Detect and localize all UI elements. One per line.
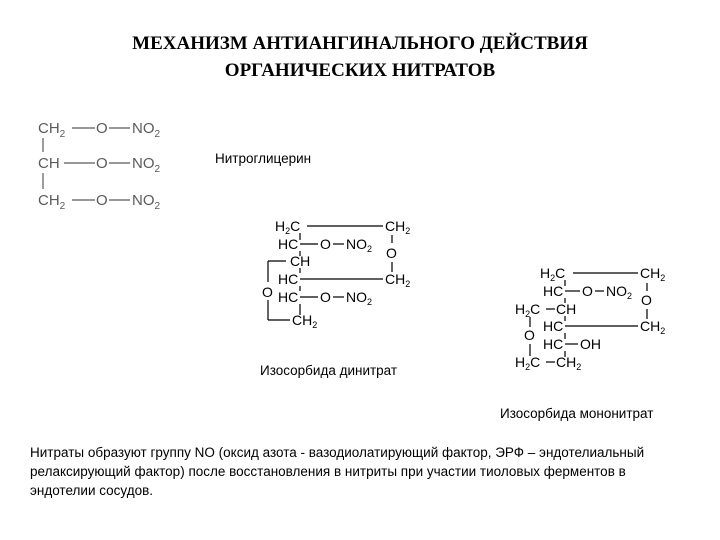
mn-o1: O xyxy=(582,283,593,299)
mn-ch2-top: $CH_2$ xyxy=(640,265,666,283)
dn-hc1: HC xyxy=(278,236,299,252)
ng-row1-no2: $NO_2$ xyxy=(132,120,161,140)
dn-ch: CH xyxy=(290,253,311,269)
mn-ch2-bottom: $CH_2$ xyxy=(556,354,582,372)
dn-h2c: $H_2C$ xyxy=(275,218,301,236)
mn-ch: CH xyxy=(556,301,577,317)
mn-h2c-bottom: $H_2C$ xyxy=(515,354,541,372)
mn-hc1: HC xyxy=(543,283,564,299)
ng-row3-no2: $NO_2$ xyxy=(132,192,161,212)
nitroglycerin-label: Нитроглицерин xyxy=(215,151,312,166)
isosorbide-dinitrate-label: Изосорбида динитрат xyxy=(260,363,398,378)
mn-hc2: HC xyxy=(543,318,564,334)
description-text: Нитраты образуют группу NO (оксид азота - вазодиолатирующий фактор, ЭРФ – эндотелиальный релаксирующий фактор) после восстановления в нитриты при участии тиоловых ферментов в эндотелии сосудов. xyxy=(30,445,645,498)
dn-hc3: HC xyxy=(278,289,299,305)
dn-ch2-top: $CH_2$ xyxy=(385,218,411,236)
ng-row1-o: O xyxy=(96,120,108,137)
dn-o2: O xyxy=(320,289,331,305)
dn-no2-2: $NO_2$ xyxy=(346,289,373,307)
mn-o-right: O xyxy=(641,292,652,308)
mn-ch2-right: $CH_2$ xyxy=(640,318,666,336)
dn-hc2: HC xyxy=(278,271,299,287)
dn-o1: O xyxy=(320,236,331,252)
dn-no2-1: $NO_2$ xyxy=(346,236,373,254)
ng-row3-ch2: $CH_2$ xyxy=(38,192,66,212)
title-line-2: ОРГАНИЧЕСКИХ НИТРАТОВ xyxy=(224,60,496,81)
mn-hc3: HC xyxy=(543,336,564,352)
isosorbide-mononitrate-label: Изосорбида мононитрат xyxy=(500,406,654,421)
mn-h2c: $H_2C$ xyxy=(540,265,566,283)
ng-row3-o: O xyxy=(96,192,108,209)
ng-row2-no2: $NO_2$ xyxy=(132,155,161,175)
mn-o-left: O xyxy=(524,327,535,343)
title-line-1: МЕХАНИЗМ АНТИАНГИНАЛЬНОГО ДЕЙСТВИЯ xyxy=(132,33,588,54)
ng-row2-ch: CH xyxy=(38,155,60,172)
dn-ch2-right: $CH_2$ xyxy=(385,271,411,289)
dn-o-right: O xyxy=(386,245,397,261)
ng-row2-o: O xyxy=(96,155,108,172)
mn-h2c-left: $H_2C$ xyxy=(515,301,541,319)
ng-row1-ch2: $CH_2$ xyxy=(38,120,66,140)
dn-o-left: O xyxy=(262,284,273,300)
mn-no2: $NO_2$ xyxy=(606,283,633,301)
dn-ch2-bottom: $CH_2$ xyxy=(292,312,318,330)
mn-oh: OH xyxy=(580,336,601,352)
